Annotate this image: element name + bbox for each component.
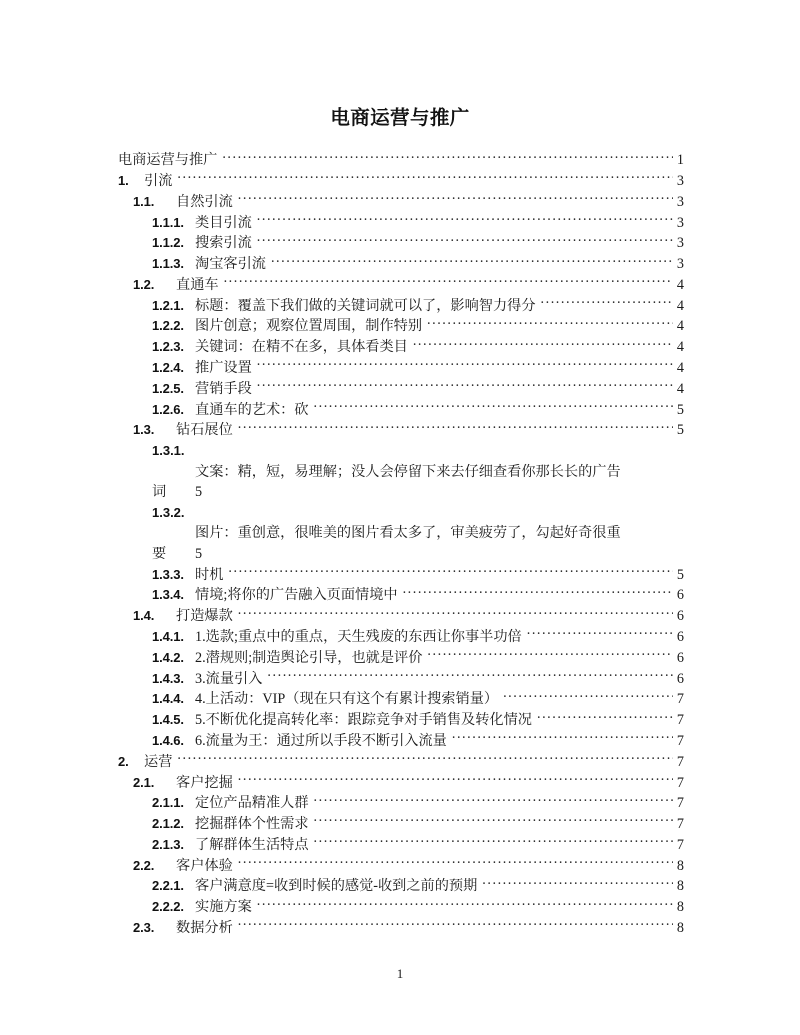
toc-entry-number: 1.3.2. xyxy=(152,504,185,520)
toc-entry-number: 1.4.2. xyxy=(152,649,184,665)
toc-entry-number: 2.3. xyxy=(133,919,155,935)
toc-dot-leader xyxy=(267,668,673,682)
toc-dot-leader xyxy=(177,171,673,185)
toc-entry[interactable] xyxy=(118,897,684,918)
toc-entry-label: 引流 xyxy=(144,172,173,189)
toc-dot-leader xyxy=(537,710,673,724)
toc-entry-label: 6.流量为王：通过所以手段不断引入流量 xyxy=(195,732,447,749)
toc-entry-number: 1.4.1. xyxy=(152,629,184,645)
toc-entry-page-number: 6 xyxy=(676,608,684,625)
toc-entry-label: 2.潜规则;制造舆论引导，也就是评价 xyxy=(195,649,423,666)
toc-dot-leader xyxy=(257,379,673,393)
toc-entry-label: 电商运营与推广 xyxy=(118,152,218,169)
toc-entry-number: 1.3. xyxy=(133,422,155,438)
toc-entry-label: 1.选款;重点中的重点，天生残废的东西让你事半功倍 xyxy=(195,629,522,646)
toc-entry-label: 客户挖掘 xyxy=(176,774,233,791)
toc-entry[interactable] xyxy=(118,585,684,606)
toc-dot-leader xyxy=(314,793,673,807)
toc-entry-page-number: 3 xyxy=(676,235,684,252)
toc-entry-number: 1.3.4. xyxy=(152,587,184,603)
toc-entry-number: 2.1.2. xyxy=(152,816,184,832)
footer-page-number: 1 xyxy=(396,966,404,981)
toc-entry[interactable] xyxy=(118,192,684,213)
toc-entry-number: 2. xyxy=(118,753,129,769)
toc-entry[interactable] xyxy=(118,627,684,648)
toc-entry-page-number: 7 xyxy=(676,691,684,708)
toc-entry-page-number: 7 xyxy=(676,795,684,812)
toc-entry[interactable] xyxy=(118,171,684,192)
toc-entry-number: 1.3.1. xyxy=(152,442,185,458)
toc-entry-label: 实施方案 xyxy=(195,899,252,916)
toc-entry-page-number: 4 xyxy=(676,318,684,335)
toc-entry-label: 搜索引流 xyxy=(195,235,252,252)
toc-entry-label: 时机 xyxy=(195,566,224,583)
toc-entry-page-number: 3 xyxy=(676,172,684,189)
toc-entry-number: 2.1. xyxy=(133,774,155,790)
toc-entry[interactable] xyxy=(118,420,684,441)
toc-entry[interactable] xyxy=(118,793,684,814)
toc-entry-label: 标题：覆盖下我们做的关键词就可以了，影响智力得分 xyxy=(195,297,536,314)
toc-entry-wrapped[interactable] xyxy=(118,441,684,503)
toc-entry-label: 客户体验 xyxy=(176,857,233,874)
toc-dot-leader xyxy=(527,627,673,641)
toc-dot-leader xyxy=(403,585,673,599)
toc-dot-leader xyxy=(257,233,673,247)
toc-entry-page-number: 6 xyxy=(676,629,684,646)
toc-entry-label: 关键词：在精不在多，具体看类目 xyxy=(195,339,408,356)
toc-entry-number: 1.2.5. xyxy=(152,380,184,396)
toc-entry-page-number: 8 xyxy=(676,899,684,916)
toc-entry[interactable] xyxy=(118,814,684,835)
toc-entry[interactable] xyxy=(118,254,684,275)
toc-entry[interactable] xyxy=(118,855,684,876)
toc-entry[interactable] xyxy=(118,918,684,939)
toc-entry-page-number: 6 xyxy=(676,649,684,666)
toc-dot-leader xyxy=(314,399,673,413)
toc-entry-number: 1.1.2. xyxy=(152,235,184,251)
toc-entry-number: 1.2.2. xyxy=(152,318,184,334)
toc-entry-label: 4.上活动：VIP（现在只有这个有累计搜索销量） xyxy=(195,691,499,708)
toc-entry-label: 挖掘群体个性需求 xyxy=(195,816,309,833)
toc-entry-number: 2.1.3. xyxy=(152,836,184,852)
toc-entry-page-number: 6 xyxy=(676,670,684,687)
toc-entry-label: 淘宝客引流 xyxy=(195,256,266,273)
toc-entry-label: 钻石展位 xyxy=(176,422,233,439)
toc-entry-label-continuation xyxy=(118,544,684,565)
toc-dot-leader xyxy=(271,254,673,268)
toc-dot-leader xyxy=(413,337,673,351)
toc-entry-page-number: 5 xyxy=(195,545,203,562)
toc-entry-wrapped[interactable] xyxy=(118,503,684,565)
toc-entry-number: 1.2.3. xyxy=(152,339,184,355)
toc-entry-number: 1. xyxy=(118,172,129,188)
toc-entry-page-number: 7 xyxy=(676,753,684,770)
toc-entry[interactable] xyxy=(118,606,684,627)
toc-entry-page-number: 3 xyxy=(676,256,684,273)
toc-entry-label-continuation xyxy=(118,482,684,503)
toc-entry-page-number: 3 xyxy=(676,193,684,210)
toc-entry-label: 数据分析 xyxy=(176,919,233,936)
toc-entry-label: 图片创意；观察位置周围，制作特别 xyxy=(195,318,423,335)
toc-entry-page-number: 8 xyxy=(676,878,684,895)
toc-entry-label: 运营 xyxy=(144,753,173,770)
toc-entry-label: 情境;将你的广告融入页面情境中 xyxy=(195,587,398,604)
toc-entry-number: 2.2. xyxy=(133,857,155,873)
toc-entry-number: 2.1.1. xyxy=(152,795,184,811)
toc-entry-number: 1.1. xyxy=(133,193,155,209)
toc-entry-number: 1.4.6. xyxy=(152,732,184,748)
toc-dot-leader xyxy=(314,835,673,849)
toc-entry-number: 1.1.3. xyxy=(152,256,184,272)
toc-entry-label-tail: 词 xyxy=(152,484,167,501)
page-title: 电商运营与推广 xyxy=(330,108,470,129)
toc-entry-label: 直通车的艺术：砍 xyxy=(195,401,309,418)
toc-entry-number: 1.2.6. xyxy=(152,401,184,417)
toc-entry-label: 营销手段 xyxy=(195,380,252,397)
toc-entry-label: 文案：精，短，易理解；没人会停留下来去仔细查看你那长长的广告 xyxy=(195,463,621,480)
toc-entry[interactable] xyxy=(118,876,684,897)
toc-dot-leader xyxy=(222,150,673,164)
toc-dot-leader xyxy=(238,606,673,620)
toc-entry-page-number: 7 xyxy=(676,712,684,729)
toc-entry-number: 1.2.1. xyxy=(152,297,184,313)
toc-entry[interactable] xyxy=(118,295,684,316)
toc-dot-leader xyxy=(257,897,673,911)
toc-entry-page-number: 7 xyxy=(676,836,684,853)
toc-dot-leader xyxy=(238,192,673,206)
toc-entry-number: 1.1.1. xyxy=(152,214,184,230)
toc-entry-label: 定位产品精准人群 xyxy=(195,795,309,812)
toc-entry[interactable] xyxy=(118,316,684,337)
toc-dot-leader xyxy=(257,212,673,226)
toc-entry[interactable] xyxy=(118,212,684,233)
toc-entry-number: 1.3.3. xyxy=(152,566,184,582)
toc-entry-page-number: 5 xyxy=(676,422,684,439)
toc-entry[interactable] xyxy=(118,399,684,420)
toc-entry-page-number: 8 xyxy=(676,857,684,874)
toc-entry-number: 1.2.4. xyxy=(152,360,184,375)
toc-entry-page-number: 6 xyxy=(676,587,684,604)
toc-dot-leader xyxy=(238,772,673,786)
toc-entry-page-number: 7 xyxy=(676,774,684,791)
toc-entry-number: 2.2.2. xyxy=(152,899,184,915)
toc-entry-number: 1.4.5. xyxy=(152,712,184,728)
toc-entry-page-number: 4 xyxy=(676,276,684,293)
toc-entry[interactable] xyxy=(118,233,684,254)
table-of-contents xyxy=(118,150,684,939)
toc-entry-label: 打造爆款 xyxy=(176,608,233,625)
toc-entry-number: 1.4.3. xyxy=(152,670,184,686)
toc-entry-page-number: 4 xyxy=(676,380,684,397)
toc-entry-page-number: 4 xyxy=(676,339,684,356)
toc-entry-label: 直通车 xyxy=(176,276,219,293)
toc-entry-page-number: 4 xyxy=(676,360,684,376)
toc-entry[interactable] xyxy=(118,358,684,379)
toc-entry-label: 推广设置 xyxy=(195,360,252,376)
toc-dot-leader xyxy=(238,855,673,869)
toc-entry[interactable] xyxy=(118,668,684,689)
toc-entry[interactable] xyxy=(118,752,684,773)
toc-dot-leader xyxy=(314,814,673,828)
toc-dot-leader xyxy=(177,752,673,766)
toc-dot-leader xyxy=(452,731,673,745)
toc-dot-leader xyxy=(238,420,673,434)
toc-entry[interactable] xyxy=(118,710,684,731)
toc-dot-leader xyxy=(427,648,673,662)
toc-entry[interactable] xyxy=(118,772,684,793)
toc-entry-number: 1.4. xyxy=(133,608,155,624)
toc-entry-label: 自然引流 xyxy=(176,193,233,210)
toc-dot-leader xyxy=(228,565,673,579)
toc-entry-label: 5.不断优化提高转化率：跟踪竞争对手销售及转化情况 xyxy=(195,712,532,729)
toc-entry-page-number: 3 xyxy=(676,214,684,231)
toc-dot-leader xyxy=(427,316,673,330)
toc-entry-label: 3.流量引入 xyxy=(195,670,263,687)
toc-entry-number: 2.2.1. xyxy=(152,878,184,894)
toc-entry-page-number: 1 xyxy=(676,152,684,169)
toc-entry-label-tail: 要 xyxy=(152,545,167,562)
toc-entry-page-number: 5 xyxy=(676,401,684,418)
toc-entry-number: 1.2. xyxy=(133,276,155,292)
toc-entry[interactable] xyxy=(118,275,684,296)
toc-entry-label: 客户满意度=收到时候的感觉-收到之前的预期 xyxy=(195,878,478,895)
toc-entry[interactable] xyxy=(118,150,684,171)
toc-entry-page-number: 7 xyxy=(676,732,684,749)
toc-entry-page-number: 8 xyxy=(676,919,684,936)
toc-entry-number: 1.4.4. xyxy=(152,691,184,707)
toc-dot-leader xyxy=(541,295,673,309)
toc-entry[interactable] xyxy=(118,337,684,358)
toc-entry-page-number: 5 xyxy=(195,484,203,501)
toc-entry[interactable] xyxy=(118,565,684,586)
toc-dot-leader xyxy=(238,918,673,932)
toc-entry-page-number: 4 xyxy=(676,297,684,314)
toc-entry[interactable] xyxy=(118,731,684,752)
toc-entry-label: 类目引流 xyxy=(195,214,252,231)
toc-entry-label: 图片：重创意，很唯美的图片看太多了，审美疲劳了，勾起好奇很重 xyxy=(195,525,621,542)
toc-entry-label: 了解群体生活特点 xyxy=(195,836,309,853)
toc-dot-leader xyxy=(224,275,673,289)
toc-dot-leader xyxy=(482,876,673,890)
toc-entry[interactable] xyxy=(118,379,684,400)
toc-entry-page-number: 5 xyxy=(676,566,684,583)
toc-entry[interactable] xyxy=(118,689,684,710)
toc-dot-leader xyxy=(257,358,673,372)
toc-dot-leader xyxy=(503,689,673,703)
toc-entry[interactable] xyxy=(118,648,684,669)
toc-entry-page-number: 7 xyxy=(676,816,684,833)
toc-entry[interactable] xyxy=(118,835,684,856)
